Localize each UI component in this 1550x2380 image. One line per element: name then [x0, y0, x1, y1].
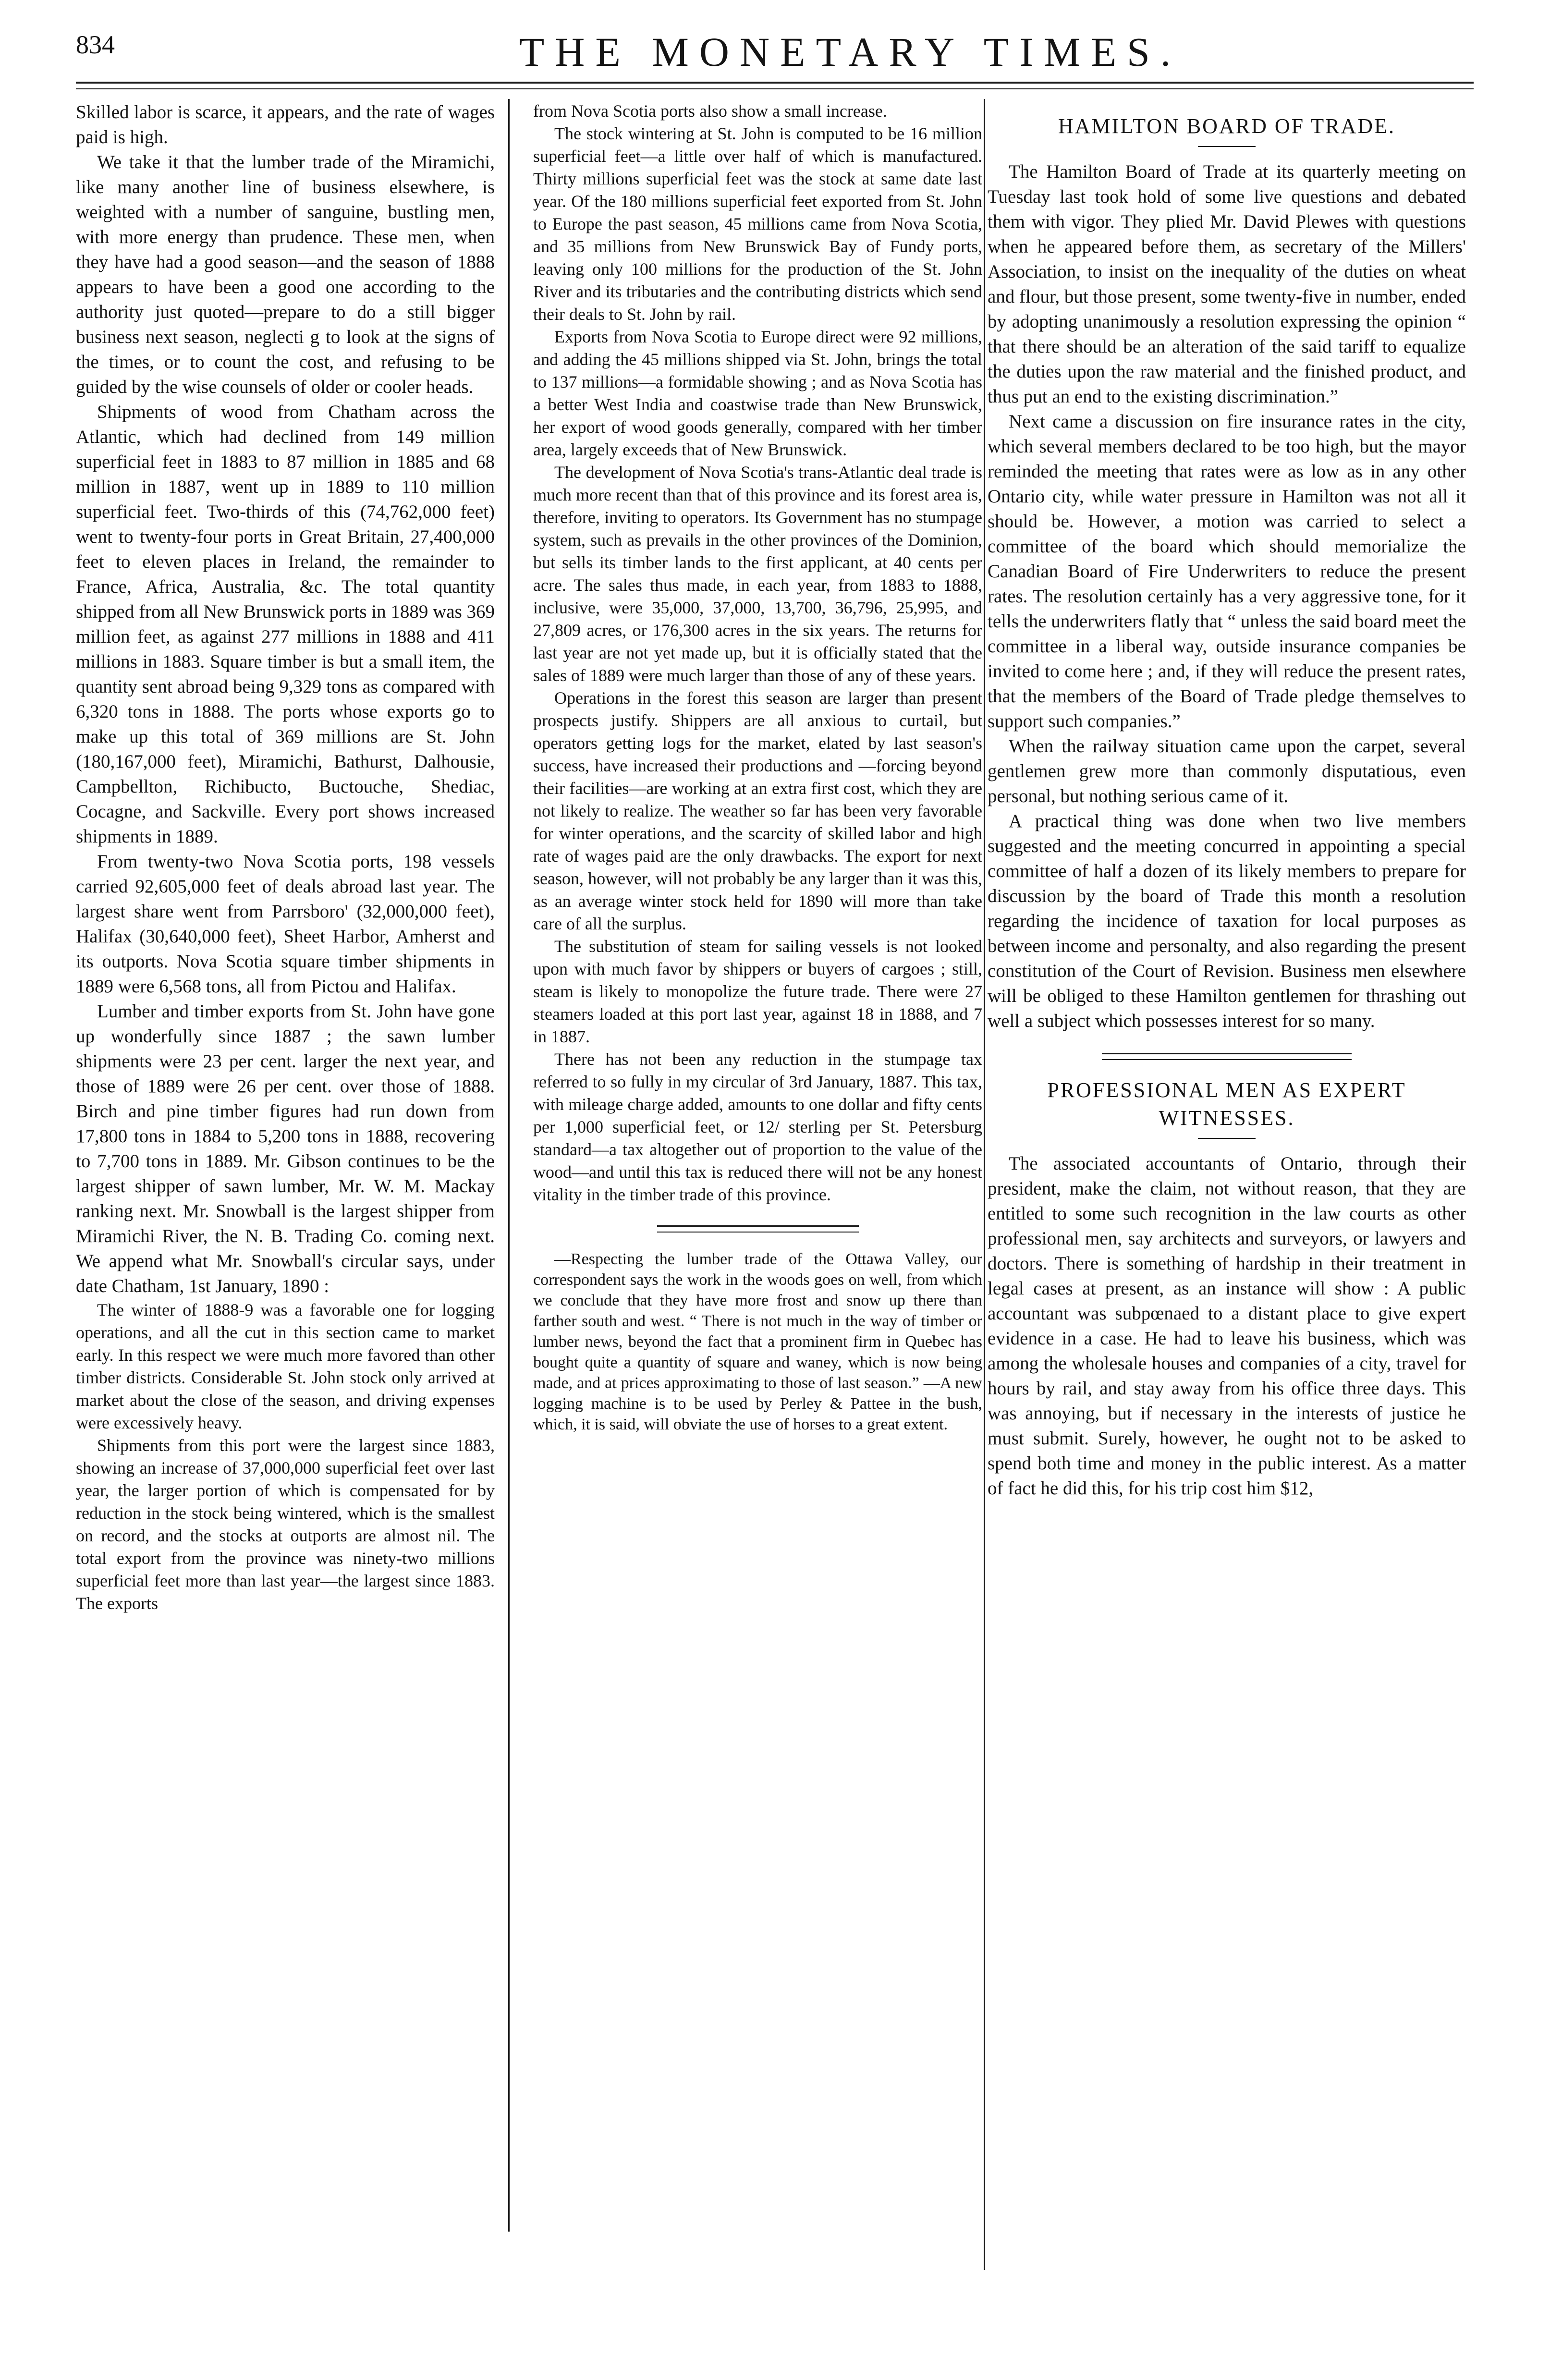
- heading-dash: [1198, 146, 1256, 147]
- quoted-paragraph: The development of Nova Scotia's trans-Atlantic deal trade is much more recent than that of this province and its forest area is, therefore, inviting to operators. Its Government has no stumpage system, such as prevails in the other provinces of the Dominion, but sells its timber lands to the first applicant, at 40 cents per acre. The sales thus made, in each year, from 1883 to 1888, inclusive, were 35,000, 37,000, 13,700, 36,796, 25,995, and 27,809 acres, or 176,300 acres in the six years. The returns for last year are not yet made up, but it is officially stated that the sales of 1889 were much larger than those of any of these years.: [533, 463, 982, 685]
- paragraph: Lumber and timber exports from St. John have gone up wonderfully since 1887 ; the sawn lumber shipments were 23 per cent. larger the next year, and those of 1889 were 26 per cent. over those of 1888. Birch and pine timber figures had run down from 17,800 tons in 1884 to 5,200 tons in 1888, recovering to 7,700 tons in 1889. Mr. Gibson continues to be the largest shipper of sawn lumber, Mr. W. M. Mackay ranking next. Mr. Snowball is the largest shipper from Miramichi River, the N. B. Trading Co. coming next. We append what Mr. Snowball's circular says, under date Chatham, 1st January, 1890 :: [76, 1001, 495, 1296]
- paragraph: Next came a discussion on fire insurance rates in the city, which several members declared to be too high, but the mayor reminded the meeting that rates were as low as in any other Ontario city, while water pressure in Hamilton was not all it should be. However, a motion was carried to select a committee of the board which should memorialize the Canadian Board of Fire Underwriters to reduce the present rates. The resolution certainly has a very aggressive tone, for it tells the underwriters flatly that “ unless the said board meet the committee in a liberal way, outside insurance companies be invited to come here ; and, if they will reduce the present rates, that the members of the Board of Trade pledge themselves to support such companies.”: [988, 411, 1466, 732]
- quoted-paragraph: The winter of 1888-9 was a favorable one for logging operations, and all the cut in this section came to market early. In this respect we were much more favored than other timber districts. Considerable St. John stock only arrived at market about the close of the season, and driving expenses were excessively heavy.: [76, 1300, 495, 1432]
- quoted-paragraph: Shipments from this port were the largest since 1883, showing an increase of 37,000,000 superficial feet over last year, the larger portion of which is compensated for by reduction in the stock being wintered, which is the smallest on record, and the stocks at outports are almost nil. The total export from the province was ninety-two millions superficial feet more than last year—the largest since 1883. The exports: [76, 1436, 495, 1613]
- paragraph: We take it that the lumber trade of the Miramichi, like many another line of business elsewhere, is weighted with a number of sanguine, bustling men, with more energy than prudence. These men, when they have had a good season—and the season of 1888 appears to have been a good one according to the authority just quoted—prepare to do a still bigger business next season, neglecti g to look at the signs of the times, or to count the cost, and refusing to be guided by the wise counsels of older or cooler heads.: [76, 152, 495, 397]
- header-rule: [76, 82, 1474, 84]
- paragraph: When the railway situation came upon the carpet, several gentlemen grew more than commonly disputatious, even personal, but nothing serious came of it.: [988, 736, 1466, 806]
- quoted-paragraph: The stock wintering at St. John is computed to be 16 million superficial feet—a little over half of which is manufactured. Thirty millions superficial feet was the stock at same date last year. Of the 180 millions superficial feet exported from St. John to Europe the past season, 45 millions came from Nova Scotia, and 35 millions from New Brunswick Bay of Fundy ports, leaving only 100 millions for the production of the St. John River and its tributaries and the contributing districts which send their deals to St. John by rail.: [533, 124, 982, 324]
- quoted-paragraph: from Nova Scotia ports also show a small increase.: [533, 101, 887, 121]
- quoted-paragraph: Operations in the forest this season are larger than present prospects justify. Shippers are all anxious to curtail, but operators getting logs for the market, elated by last season's success, have increased their productions and —forcing beyond their facilities—are working at an extra first cost, which they are not likely to realize. The weather so far has been very favorable for winter operations, and the scarcity of skilled labor and high rate of wages paid are the only drawbacks. The export for next season, however, will not probably be any larger than it was this, as an average winter stock held for 1890 will more than take care of all the surplus.: [533, 688, 982, 933]
- paragraph: The associated accountants of Ontario, through their president, make the claim, not without reason, that they are entitled to some such recognition in the law courts as other professional men, say architects and surveyors, or lawyers and doctors. There is something of hardship in their treatment in legal cases at present, as an instance will show : A public accountant was subpœnaed to a distant place to give expert evidence in a case. He had to leave his business, which was among the wholesale houses and companies of a city, travel for hours by rail, and stay away from his office three days. This was annoying, but if necessary in the interests of justice he must submit. Surely, however, he ought not to be asked to spend both time and money in the public interest. As a matter of fact he did this, for his trip cost him $12,: [988, 1153, 1466, 1499]
- header-rule-thin: [76, 88, 1474, 89]
- column-2: [533, 100, 982, 1435]
- article-heading: HAMILTON BOARD OF TRADE.: [1058, 114, 1395, 138]
- paragraph: Skilled labor is scarce, it appears, and the rate of wages paid is high.: [76, 102, 495, 147]
- column-1: [76, 100, 495, 1615]
- paragraph: From twenty-two Nova Scotia ports, 198 vessels carried 92,605,000 feet of deals abroad last year. The largest share went from Parrsboro' (32,000,000 feet), Halifax (30,640,000 feet), Sheet Harbor, Amherst and its outports. Nova Scotia square timber shipments in 1889 were 6,568 tons, all from Pictou and Halifax.: [76, 851, 495, 997]
- quoted-paragraph: The substitution of steam for sailing vessels is not looked upon with much favor by shippers or buyers of cargoes ; still, steam is likely to monopolize the future trade. There were 27 steamers loaded at this port last year, against 18 in 1888, and 7 in 1887.: [533, 937, 982, 1046]
- section-divider: [1102, 1053, 1352, 1060]
- column-3: [988, 100, 1466, 1501]
- article-heading: PROFESSIONAL MEN AS EXPERT WITNESSES.: [1047, 1078, 1406, 1130]
- page-number: 834: [76, 30, 115, 59]
- column-divider: [508, 99, 510, 2232]
- paragraph: A practical thing was done when two live members suggested and the meeting concurred in appointing a special committee of half a dozen of its likely members to prepare for discussion by the board of Trade this month a resolution regarding the incidence of taxation for local purposes as between income and personalty, and also regarding the present constitution of the Court of Revision. Business men elsewhere will be obliged to these Hamilton gentlemen for thrashing out well a subject which possesses interest for so many.: [988, 811, 1466, 1031]
- heading-dash: [1198, 1138, 1256, 1139]
- masthead: THE MONETARY TIMES.: [519, 29, 1182, 75]
- news-item: —Respecting the lumber trade of the Ottawa Valley, our correspondent says the work in the woods goes on well, from which we conclude that they have more frost and snow up there than farther south and west. “ There is not much in the way of timber or lumber news, beyond the fact that a prominent firm in Quebec has bought quite a quantity of square and waney, which is now being made, and at prices approximating to those of last season.” —A new logging machine is to be used by Perley & Pattee in the bush, which, it is said, will obviate the use of horses to a great extent.: [533, 1250, 982, 1433]
- column-divider: [984, 99, 985, 2270]
- section-divider: [657, 1225, 859, 1233]
- paragraph: The Hamilton Board of Trade at its quarterly meeting on Tuesday last took hold of some live questions and debated them with vigor. They plied Mr. David Plewes with questions when he appeared before them, as secretary of the Millers' Association, to insist on the inequality of the duties on wheat and flour, but those present, some twenty-five in number, ended by adopting unanimously a resolution expressing the opinion “ that there should be an alteration of the said tariff to equalize the duties upon the raw material and the finished product, and thus put an end to the existing discrimination.”: [988, 161, 1466, 407]
- quoted-paragraph: Exports from Nova Scotia to Europe direct were 92 millions, and adding the 45 millions shipped via St. John, brings the total to 137 millions—a formidable showing ; and as Nova Scotia has a better West India and coastwise trade than New Brunswick, her export of wood goods generally, compared with her timber area, largely exceeds that of New Brunswick.: [533, 327, 982, 459]
- paragraph: Shipments of wood from Chatham across the Atlantic, which had declined from 149 million superficial feet in 1883 to 87 million in 1885 and 68 million in 1887, went up in 1889 to 110 million superficial feet. Two-thirds of this (74,762,000 feet) went to twenty-four ports in Great Britain, 27,400,000 feet to eleven places in Ireland, the remainder to France, Africa, Australia, &c. The total quantity shipped from all New Brunswick ports in 1889 was 369 million feet, as against 277 millions in 1888 and 411 millions in 1883. Square timber is but a small item, the quantity sent abroad being 9,329 tons as compared with 6,320 tons in 1888. The ports whose exports go to make up this total of 369 millions are St. John (180,167,000 feet), Miramichi, Bathurst, Dalhousie, Campbellton, Richibucto, Buctouche, Shediac, Cocagne, and Sackville. Every port shows increased shipments in 1889.: [76, 402, 495, 847]
- quoted-paragraph: There has not been any reduction in the stumpage tax referred to so fully in my circular of 3rd January, 1887. This tax, with mileage charge added, amounts to one dollar and fifty cents per 1,000 superficial feet, or 12/ sterling per St. Petersburg standard—a tax altogether out of proportion to the value of the wood—and until this tax is reduced there will not be any honest vitality in the timber trade of this province.: [533, 1050, 982, 1204]
